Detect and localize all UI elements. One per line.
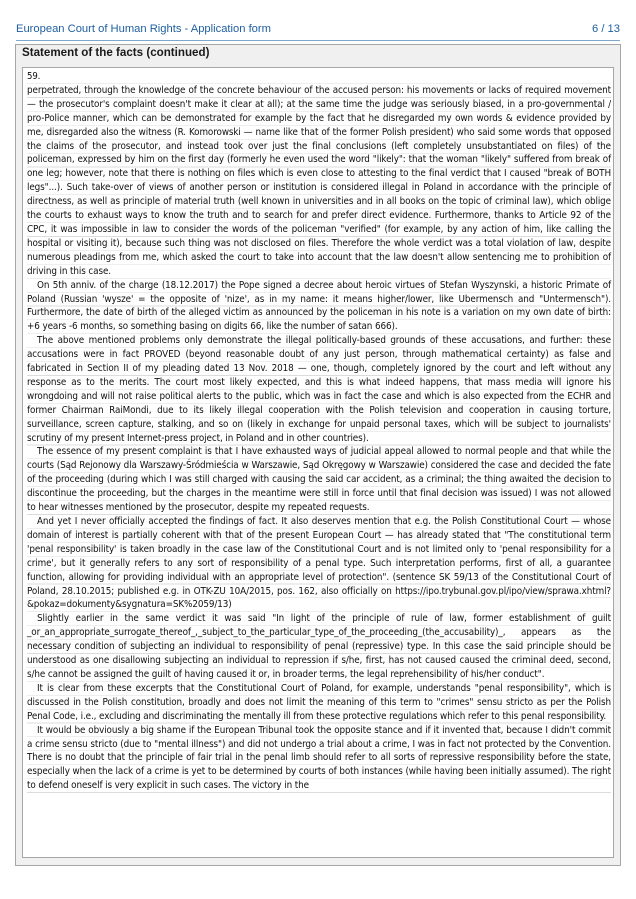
paragraph: On 5th anniv. of the charge (18.12.2017) the Pope signed a decree about heroic virtues of Stefan Wyszynski, a historic Primate of Poland (Russian 'wysze' = the opposite of 'nize', as in my name: it means higher/lower, like Ubermensch and "Untermensch"). Furthermore, the date of birth of the alleged victim as announced by the policeman in his note is a variation on my own date of birth: +6 years -6 months, so something basing on digits 66, like the number of satan 666). bbox=[27, 279, 611, 333]
paragraph: It is clear from these excerpts that the Constitutional Court of Poland, for example, understands "penal responsibility", which is discussed in the Polish constitution, broadly and does not limit the meaning of this term to "crimes" sensu stricto as per the Polish Penal Code, i.e., excluding and discriminating the mentally ill from these protective regulations which refer to this penal responsibility. bbox=[27, 682, 611, 722]
statement-text bbox=[27, 70, 611, 793]
paragraph: And yet I never officially accepted the findings of fact. It also deserves mention that e.g. the Polish Constitutional Court — whose domain of interest is partially coherent with that of the present European Court — has already stated that "The constitutional term 'penal responsibility' is taken broadly in the case law of the Constitutional Court and is not limited only to 'penal responsibility for a crime', but it generally refers to any sort of responsibility of a penal type. Such interpretation performs, first of all, a guarantee function, allowing for providing individual with an appropriate level of protection". (sentence SK 59/13 of the Constitutional Court of Poland, 28.10.2015; published e.g. in OTK-ZU 10A/2015, pos. 162, also officially on https://ipo.trybunal.gov.pl/ipo/view/sprawa.xhtml?&pokaz=dokumenty&sygnatura=SK%2059/13) bbox=[27, 516, 611, 611]
form-header bbox=[16, 20, 620, 41]
statement-panel bbox=[15, 44, 621, 866]
form-title: European Court of Human Rights - Application form bbox=[16, 23, 271, 35]
paragraph: Slightly earlier in the same verdict it was said "In light of the principle of rule of law, former establishment of guilt _or_an_appropriate_surrogate_thereof_,_subject_to_the_particular_type_of_the_proceeding_(the_accusability)_, appears as the necessary condition of subjecting an individual to responsibility of penal (repressive) type. In this case the said principle should be understood as one disallowing subjecting an individual to repression if s/he, first, has not caused caused the criminal deed, second, s/he cannot be assigned the guilt of having caused it or, in broader terms, the legal reprehensibility of his/her conduct". bbox=[27, 613, 611, 680]
statement-text-field[interactable] bbox=[22, 67, 614, 858]
item-number: 59. bbox=[27, 71, 41, 82]
paragraph: perpetrated, through the knowledge of the concrete behaviour of the accused person: his movements or lacks of required movement — the prosecutor's complaint doesn't make it clear at all); at the same time the judge was seriously biased, in a pro-governmental / pro-Police manner, which can be demonstrated for example by the fact that he disregarded my own words & evidence provided by me, disregarded also the witness (R. Komorowski — name like that of the former Polish president) who said some words that opposed the claims of the prosecutor, and instead took over just the final conclusions (left completely unsubstantiated on files) of the policeman, expressed by him on the first day (formerly he even used the word "likely": that the woman "likely" suffered from break of one leg; however, note that there is nothing on files which is even close to attesting to the final verdict that I caused "break of BOTH legs"...). Such take-over of views of another person or institution is considered illegal in Poland in accordance with the principle of directness, as well as principle of material truth (well known in universities and in all books on the topic of criminal law), which oblige the courts to exhaust ways to know the truth and to search for and prefer direct evidence. Furthermore, thanks to Article 92 of the CPC, it was impossible in law to consider the words of the policeman "verified" (for example, by any action of him, like calling the hospital or visiting it), because such thing was not disclosed on files. Therefore the whole verdict was a total violation of law, despite numerous pleadings from me, which asked the court to take into account that the law doesn't allow sentencing me to prohibition of driving in this case. bbox=[27, 84, 611, 277]
paragraph: The essence of my present complaint is that I have exhausted ways of judicial appeal allowed to normal people and that while the courts (Sąd Rejonowy dla Warszawy-Śródmieścia w Warszawie, Sąd Okręgowy w Warszawie) considered the case and decided the fate of the proceeding (during which I was still charged with causing the said car accident, as a criminal; the thing awaited the decision to discontinue the proceeding, but the charges in the meantime were still in force until that final decision was issued) I was not allowed to hear witnesses mentioned by the prosecutor, despite my repeated requests. bbox=[27, 446, 611, 514]
section-title: Statement of the facts (continued) bbox=[22, 46, 210, 59]
paragraph: The above mentioned problems only demonstrate the illegal politically-based grounds of these accusations, and further: these accusations were in fact PROVED (beyond reasonable doubt of any just person, through mathematical certainty) as false and fabricated in Section II of my pleading dated 13 Nov. 2018 — one, though, completely ignored by the court and left without any response as to the merits. The court most likely expected, and this is what indeed happens, that mass media will ignore his wrongdoing and will not raise political alerts to the public, which was in fact the case and which is also expected from the ECHR and former Chairman RaiMondi, due to its likely illegal cooperation with the Polish television and cooperation in causing torture, surveillance, screen capture, stalking, and so on (likely in exchange for unpaid personal taxes, which will be subject to journalists' scrutiny of my present Internet-press project, in Poland and in other countries). bbox=[27, 335, 611, 444]
page-indicator: 6 / 13 bbox=[592, 23, 620, 35]
paragraph: It would be obviously a big shame if the European Tribunal took the opposite stance and if it invented that, because I didn't commit a crime sensu stricto (due to "mental illness") and did not undergo a trial about a crime, I was in fact not protected by the Convention. There is no doubt that the principle of fair trial in the penal limb should refer to all sorts of repressive responsibility before the state, especially when the lack of a crime is yet to be determined by courts of both instances (while having been initially assumed). The right to defend oneself is very explicit in such cases. The victory in the bbox=[27, 724, 611, 792]
